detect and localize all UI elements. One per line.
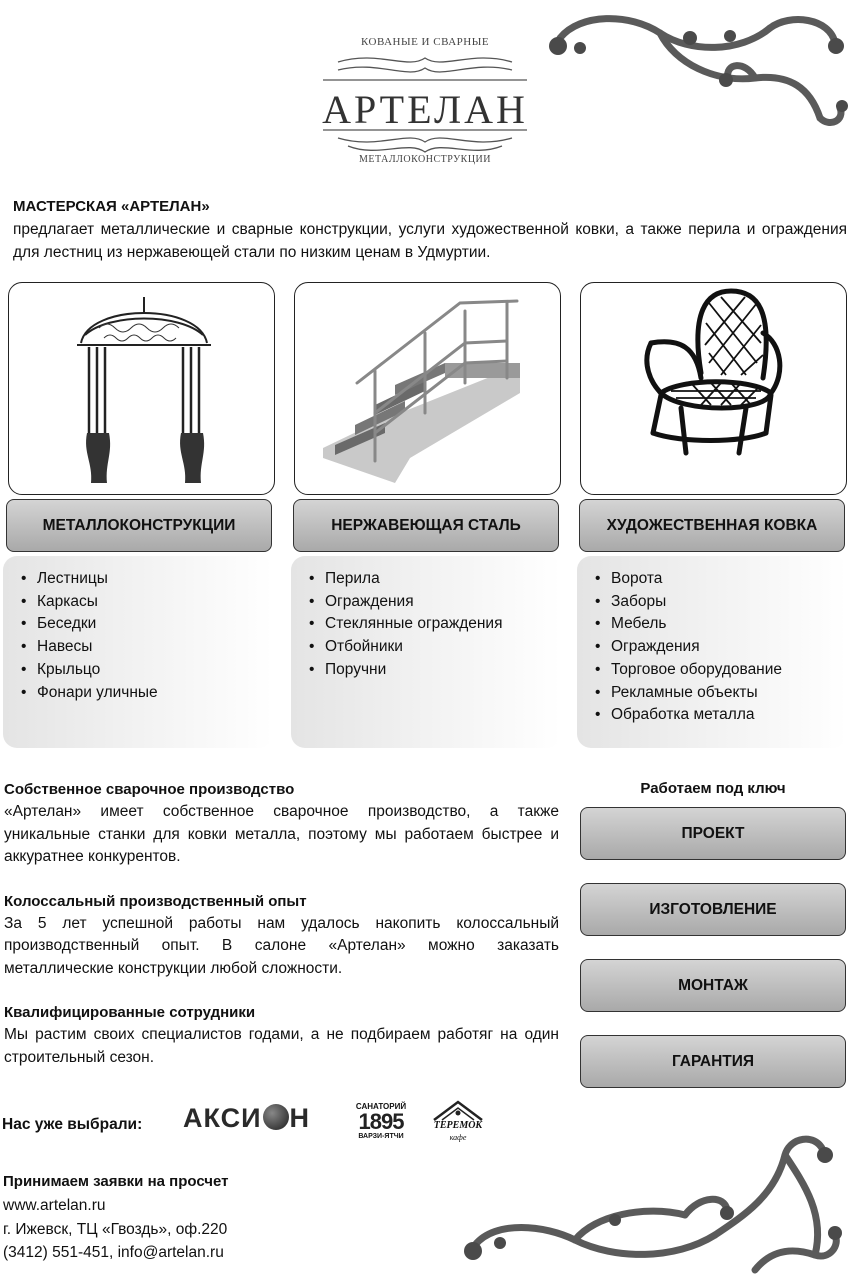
list-item: • Каркасы xyxy=(19,591,273,614)
step-warranty-button[interactable]: ГАРАНТИЯ xyxy=(580,1035,846,1088)
turnkey-title: Работаем под ключ xyxy=(640,780,786,797)
forged-arch-icon xyxy=(9,283,273,493)
list-item: • Поручни xyxy=(307,659,561,682)
list-item: • Навесы xyxy=(19,636,273,659)
list-item: • Рекламные объекты xyxy=(593,682,847,705)
feature-text: Мы растим своих специалистов годами, а не подбираем работяг на один строительный сезон. xyxy=(4,1026,559,1066)
bottom-ornament-decoration xyxy=(455,1125,855,1275)
list-item: • Заборы xyxy=(593,591,847,614)
feature-block xyxy=(4,1002,559,1069)
feature-title: Собственное сварочное производство xyxy=(4,781,295,798)
list-item: • Отбойники xyxy=(307,636,561,659)
list-item: • Лестницы xyxy=(19,568,273,591)
sanatorium-year: 1895 xyxy=(358,1109,404,1134)
category-metal-structures-button[interactable]: МЕТАЛЛОКОНСТРУКЦИИ xyxy=(6,499,272,552)
tower-roof-icon xyxy=(430,1100,486,1122)
feature-title: Квалифицированные сотрудники xyxy=(4,1004,256,1021)
akcion-text-left: АКСИ xyxy=(183,1103,262,1133)
list-item: • Мебель xyxy=(593,613,847,636)
metal-structures-list xyxy=(3,556,273,748)
logo-name: АРТЕЛАН xyxy=(322,87,528,132)
contacts-title: Принимаем заявки на просчет xyxy=(3,1173,229,1190)
artistic-forging-list xyxy=(577,556,847,748)
features-section xyxy=(4,779,559,1091)
akcion-text-right: Н xyxy=(289,1103,311,1133)
website-link[interactable]: www.artelan.ru xyxy=(3,1197,106,1214)
stainless-steel-image xyxy=(294,282,561,495)
intro-text: предлагает металлические и сварные конструкции, услуги художественной ковки, а также перила и ограждения для лестниц из нержавеющей стали по низким ценам в Удмуртии. xyxy=(13,221,847,261)
metal-structures-image xyxy=(8,282,275,495)
step-installation-button[interactable]: МОНТАЖ xyxy=(580,959,846,1012)
artelan-logo xyxy=(318,20,532,180)
client-logo-akcion xyxy=(183,1103,310,1134)
stair-railing-icon xyxy=(295,283,559,493)
list-item: • Фонари уличные xyxy=(19,682,273,705)
teremok-name: ТЕРЕМОК xyxy=(433,1120,483,1131)
list-item: • Ограждения xyxy=(593,636,847,659)
feature-title: Колоссальный производственный опыт xyxy=(4,892,307,910)
step-manufacturing-button[interactable]: ИЗГОТОВЛЕНИЕ xyxy=(580,883,846,936)
contacts-section xyxy=(3,1170,228,1265)
clients-label: Нас уже выбрали: xyxy=(2,1116,143,1133)
list-item: • Перила xyxy=(307,568,561,591)
forged-chair-icon xyxy=(581,283,845,493)
list-item: • Обработка металла xyxy=(593,704,847,727)
list-item: • Ограждения xyxy=(307,591,561,614)
list-item: • Стеклянные ограждения xyxy=(307,613,561,636)
feature-text: «Артелан» имеет собственное сварочное производство, а также уникальные станки для ковки металла, поэтому мы работаем быстрее и аккуратнее конкурентов. xyxy=(4,803,559,865)
intro-section xyxy=(13,196,847,264)
stainless-steel-list xyxy=(291,556,561,748)
address-text: г. Ижевск, ТЦ «Гвоздь», оф.220 xyxy=(3,1220,228,1238)
teremok-sub: кафе xyxy=(449,1133,467,1142)
step-project-button[interactable]: ПРОЕКТ xyxy=(580,807,846,860)
feature-block xyxy=(4,779,559,869)
sanatorium-label: САНАТОРИЙ xyxy=(355,1102,407,1111)
category-artistic-forging-button[interactable]: ХУДОЖЕСТВЕННАЯ КОВКА xyxy=(579,499,845,552)
list-item: • Крыльцо xyxy=(19,659,273,682)
globe-icon xyxy=(263,1104,289,1130)
intro-title: МАСТЕРСКАЯ «АРТЕЛАН» xyxy=(13,198,210,215)
top-ornament-decoration xyxy=(540,8,852,136)
list-item: • Торговое оборудование xyxy=(593,659,847,682)
logo-top-text: КОВАНЫЕ И СВАРНЫЕ xyxy=(360,36,490,48)
list-item: • Ворота xyxy=(593,568,847,591)
feature-block xyxy=(4,891,559,981)
phone-email-text[interactable]: (3412) 551-451, info@artelan.ru xyxy=(3,1244,224,1261)
list-item: • Беседки xyxy=(19,613,273,636)
client-logo-sanatorium xyxy=(352,1102,410,1140)
logo-bottom-text: МЕТАЛЛОКОНСТРУКЦИИ xyxy=(359,154,491,165)
feature-text: За 5 лет успешной работы нам удалось накопить колоссальный производственный опыт. В салоне «Артелан» можно заказать металлические конструкции любой сложности. xyxy=(4,914,559,977)
category-stainless-steel-button[interactable]: НЕРЖАВЕЮЩАЯ СТАЛЬ xyxy=(293,499,559,552)
sanatorium-name: ВАРЗИ-ЯТЧИ xyxy=(358,1133,404,1140)
artistic-forging-image xyxy=(580,282,847,495)
